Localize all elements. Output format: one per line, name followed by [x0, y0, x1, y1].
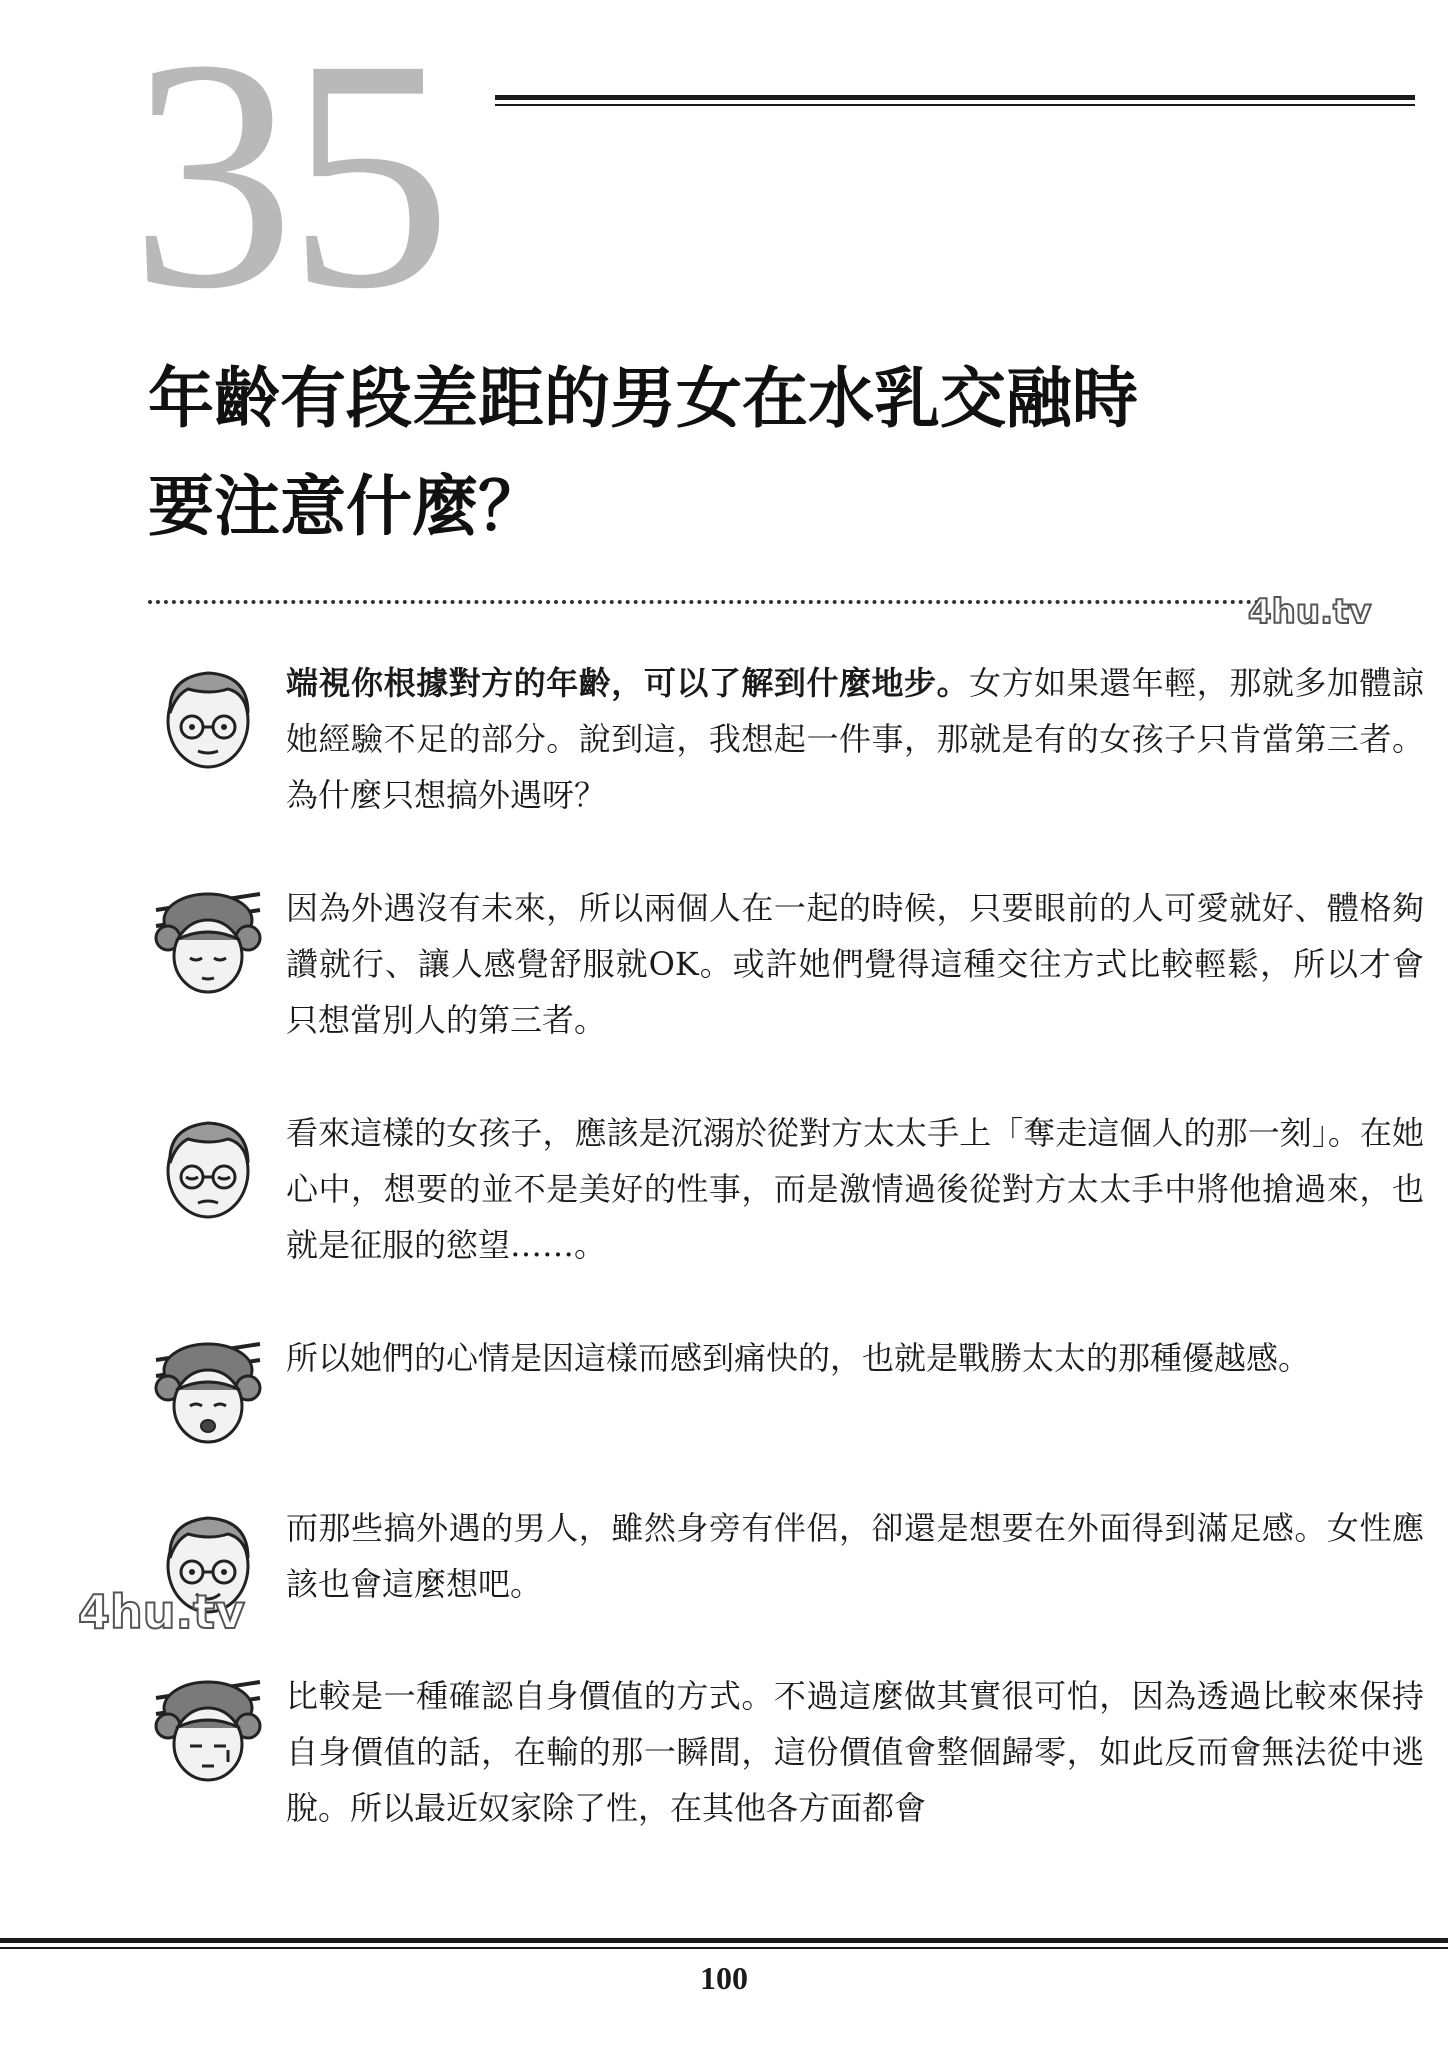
title-line-1: 年齡有段差距的男女在水乳交融時	[148, 360, 1138, 437]
dialogue-text: 因為外遇沒有未來，所以兩個人在一起的時候，只要眼前的人可愛就好、體格夠讚就行、讓人感覺舒服就OK。或許她們覺得這種交往方式比較輕鬆，所以才會只想當別人的第三者。	[286, 889, 1424, 1039]
woman-avatar-icon	[148, 1330, 268, 1450]
woman-avatar-icon	[148, 1668, 268, 1788]
page-number: 100	[700, 1960, 748, 1996]
watermark: 4hu.tv	[1248, 592, 1372, 632]
emphasis-text: 端視你根據對方的年齡，可以了解到什麼地步。	[286, 664, 970, 702]
dialogue-text	[286, 655, 1424, 823]
man-avatar-icon	[148, 1105, 268, 1225]
body-text: 女方如果還年輕，那就多加體諒她經驗不足的部分。說到這，我想起一件事，那就是有的女孩子只肯當第三者。為什麼只想搞外遇呀？	[286, 664, 1424, 814]
dialogue-text: 看來這樣的女孩子，應該是沉溺於從對方太太手上「奪走這個人的那一刻」。在她心中，想要的並不是美好的性事，而是激情過後從對方太太手中將他搶過來，也就是征服的慾望……。	[286, 1114, 1424, 1264]
bottom-rule	[0, 1938, 1448, 1949]
man-avatar-icon	[148, 655, 268, 775]
dotted-divider	[148, 600, 1268, 604]
dialogue-text: 而那些搞外遇的男人，雖然身旁有伴侶，卻還是想要在外面得到滿足感。女性應該也會這麼想吧。	[286, 1509, 1424, 1603]
dialogue-text: 比較是一種確認自身價值的方式。不過這麼做其實很可怕，因為透過比較來保持自身價值的話，在輸的那一瞬間，這份價值會整個歸零，如此反而會無法從中逃脫。所以最近奴家除了性，在其他各方面都會	[286, 1677, 1424, 1827]
dialogue-text: 所以她們的心情是因這樣而感到痛快的，也就是戰勝太太的那種優越感。	[286, 1339, 1311, 1377]
woman-avatar-icon	[148, 880, 268, 1000]
title-line-2: 要注意什麼？	[148, 468, 544, 545]
page-title	[148, 345, 1348, 561]
watermark: 4hu.tv	[78, 1585, 245, 1639]
chapter-number: 35	[130, 0, 444, 357]
top-rule	[495, 95, 1415, 106]
